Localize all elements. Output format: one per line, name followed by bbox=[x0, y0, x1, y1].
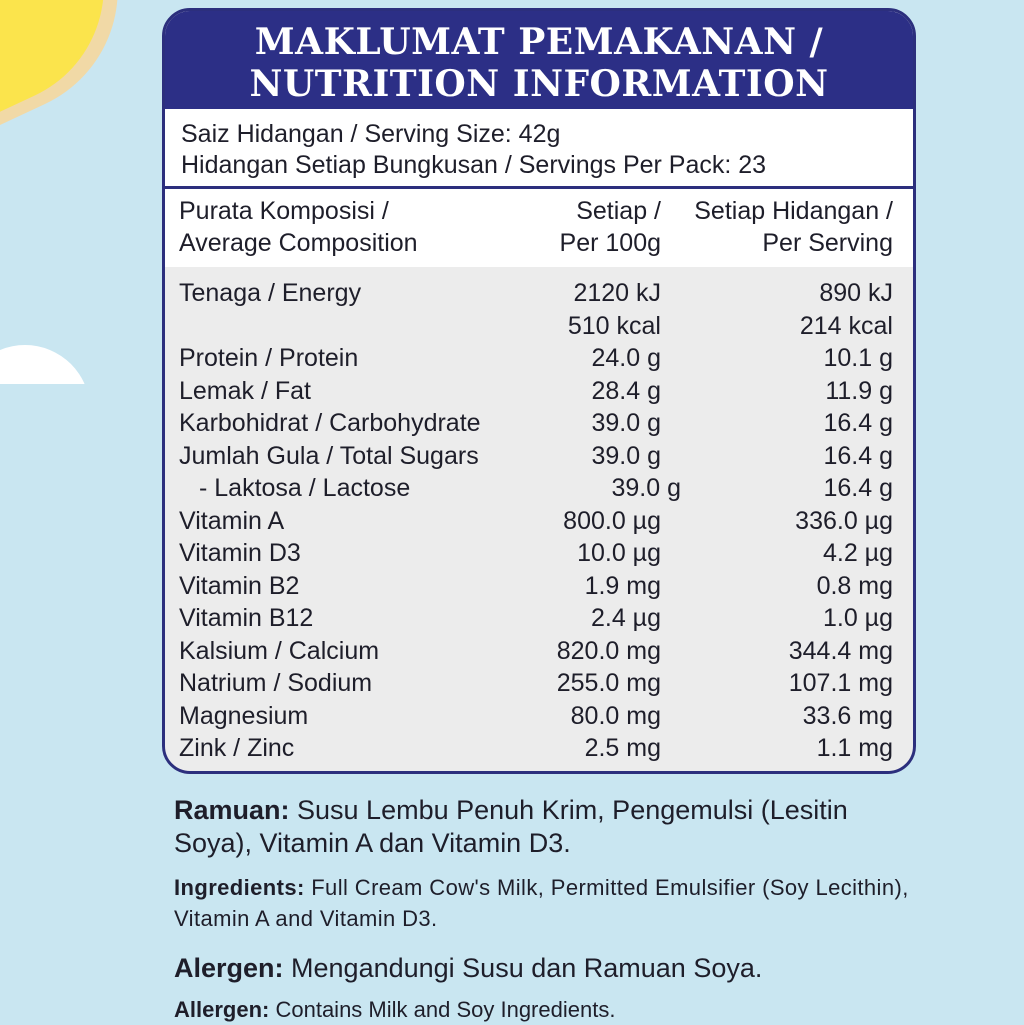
table-row bbox=[179, 472, 897, 505]
nutrient-name: - Laktosa / Lactose bbox=[199, 474, 411, 502]
value-per-100g: 2.5 mg bbox=[584, 734, 661, 762]
ingredients-english-text: Full Cream Cow's Milk, Permitted Emulsifier (Soy Lecithin), Vitamin A and Vitamin D3. bbox=[174, 875, 909, 931]
allergen-english-label: Allergen: bbox=[174, 997, 270, 1022]
nutrition-panel bbox=[162, 8, 916, 774]
title-line-2: NUTRITION INFORMATION bbox=[249, 63, 829, 105]
nutrient-name: Protein / Protein bbox=[179, 344, 359, 372]
ingredients-english-label: Ingredients: bbox=[174, 875, 305, 900]
value-per-serving: 107.1 mg bbox=[788, 669, 893, 697]
table-row bbox=[179, 440, 897, 473]
value-per-100g: 24.0 g bbox=[591, 344, 661, 372]
nutrient-name: Vitamin B12 bbox=[179, 604, 314, 632]
value-per-serving: 16.4 g bbox=[823, 441, 893, 470]
nutrient-name: Kalsium / Calcium bbox=[179, 636, 380, 665]
value-per-serving: 0.8 mg bbox=[816, 571, 893, 600]
value-per-100g: 255.0 mg bbox=[556, 669, 661, 697]
table-row bbox=[179, 602, 897, 635]
nutrient-name: Jumlah Gula / Total Sugars bbox=[179, 441, 479, 470]
ingredients-malay-text: Susu Lembu Penuh Krim, Pengemulsi (Lesitin Soya), Vitamin A dan Vitamin D3. bbox=[174, 795, 848, 858]
value-per-serving: 33.6 mg bbox=[802, 701, 893, 730]
table-row bbox=[179, 310, 897, 343]
value-per-100g: 820.0 mg bbox=[556, 636, 661, 665]
value-per-100g: 2120 kJ bbox=[573, 279, 661, 307]
value-per-100g: 39.0 g bbox=[591, 409, 661, 437]
nutrient-name: Vitamin D3 bbox=[179, 539, 301, 567]
sun-decoration bbox=[0, 0, 143, 121]
value-per-100g: 800.0 µg bbox=[563, 506, 661, 535]
table-row bbox=[179, 505, 897, 538]
nutrient-name bbox=[179, 310, 525, 343]
table-row bbox=[179, 635, 897, 668]
value-per-serving: 4.2 µg bbox=[822, 539, 893, 567]
value-per-100g: 39.0 g bbox=[611, 474, 681, 502]
value-per-serving: 1.0 µg bbox=[822, 604, 893, 632]
table-row bbox=[179, 375, 897, 408]
serving-size: Saiz Hidangan / Serving Size: 42g bbox=[181, 120, 561, 148]
composition-header: Purata Komposisi / Average Composition bbox=[179, 197, 418, 257]
ingredients-malay-label: Ramuan: bbox=[174, 795, 290, 825]
table-row bbox=[179, 732, 897, 765]
value-per-100g: 1.9 mg bbox=[584, 571, 661, 600]
value-per-100g: 510 kcal bbox=[567, 311, 661, 340]
table-row bbox=[179, 342, 897, 375]
ingredients-english bbox=[174, 872, 914, 934]
per-serving-header: Setiap Hidangan / Per Serving bbox=[694, 197, 893, 257]
table-row bbox=[179, 407, 897, 440]
allergen-malay bbox=[174, 952, 914, 985]
nutrient-name: Natrium / Sodium bbox=[179, 669, 373, 697]
value-per-serving: 16.4 g bbox=[823, 409, 893, 437]
value-per-serving: 336.0 µg bbox=[795, 506, 893, 535]
allergen-malay-text: Mengandungi Susu dan Ramuan Soya. bbox=[283, 953, 763, 983]
value-per-100g: 2.4 µg bbox=[590, 604, 661, 632]
allergen-english bbox=[174, 994, 914, 1025]
panel-title bbox=[165, 11, 913, 109]
value-per-serving: 10.1 g bbox=[823, 344, 893, 372]
nutrient-name: Magnesium bbox=[179, 701, 309, 730]
nutrient-name: Lemak / Fat bbox=[179, 376, 311, 405]
allergen-english-text: Contains Milk and Soy Ingredients. bbox=[269, 997, 616, 1022]
column-headers bbox=[165, 189, 913, 267]
nutrient-name: Karbohidrat / Carbohydrate bbox=[179, 409, 481, 437]
table-row bbox=[179, 277, 897, 310]
ingredients-malay bbox=[174, 794, 914, 860]
value-per-100g: 10.0 µg bbox=[577, 539, 661, 567]
value-per-serving: 11.9 g bbox=[825, 376, 893, 405]
nutrient-name: Zink / Zinc bbox=[179, 734, 295, 762]
value-per-100g: 80.0 mg bbox=[570, 701, 661, 730]
value-per-serving: 344.4 mg bbox=[788, 636, 893, 665]
value-per-100g: 28.4 g bbox=[591, 376, 661, 405]
value-per-serving: 16.4 g bbox=[823, 474, 893, 502]
table-row bbox=[179, 537, 897, 570]
nutrient-name: Vitamin A bbox=[179, 506, 285, 535]
value-per-serving: 890 kJ bbox=[819, 279, 893, 307]
nutrient-rows bbox=[165, 267, 913, 765]
table-row bbox=[179, 667, 897, 700]
per-100g-header: Setiap / Per 100g bbox=[559, 197, 661, 257]
allergen-malay-label: Alergen: bbox=[174, 953, 284, 983]
table-row bbox=[179, 700, 897, 733]
value-per-serving: 1.1 mg bbox=[816, 734, 893, 762]
nutrient-name: Vitamin B2 bbox=[179, 571, 300, 600]
title-line-1: MAKLUMAT PEMAKANAN / bbox=[254, 21, 824, 63]
table-row bbox=[179, 570, 897, 603]
value-per-serving: 214 kcal bbox=[799, 311, 893, 340]
serving-info bbox=[165, 109, 913, 189]
nutrient-name: Tenaga / Energy bbox=[179, 279, 362, 307]
servings-per-pack: Hidangan Setiap Bungkusan / Servings Per Pack: 23 bbox=[181, 151, 767, 179]
value-per-100g: 39.0 g bbox=[591, 441, 661, 470]
